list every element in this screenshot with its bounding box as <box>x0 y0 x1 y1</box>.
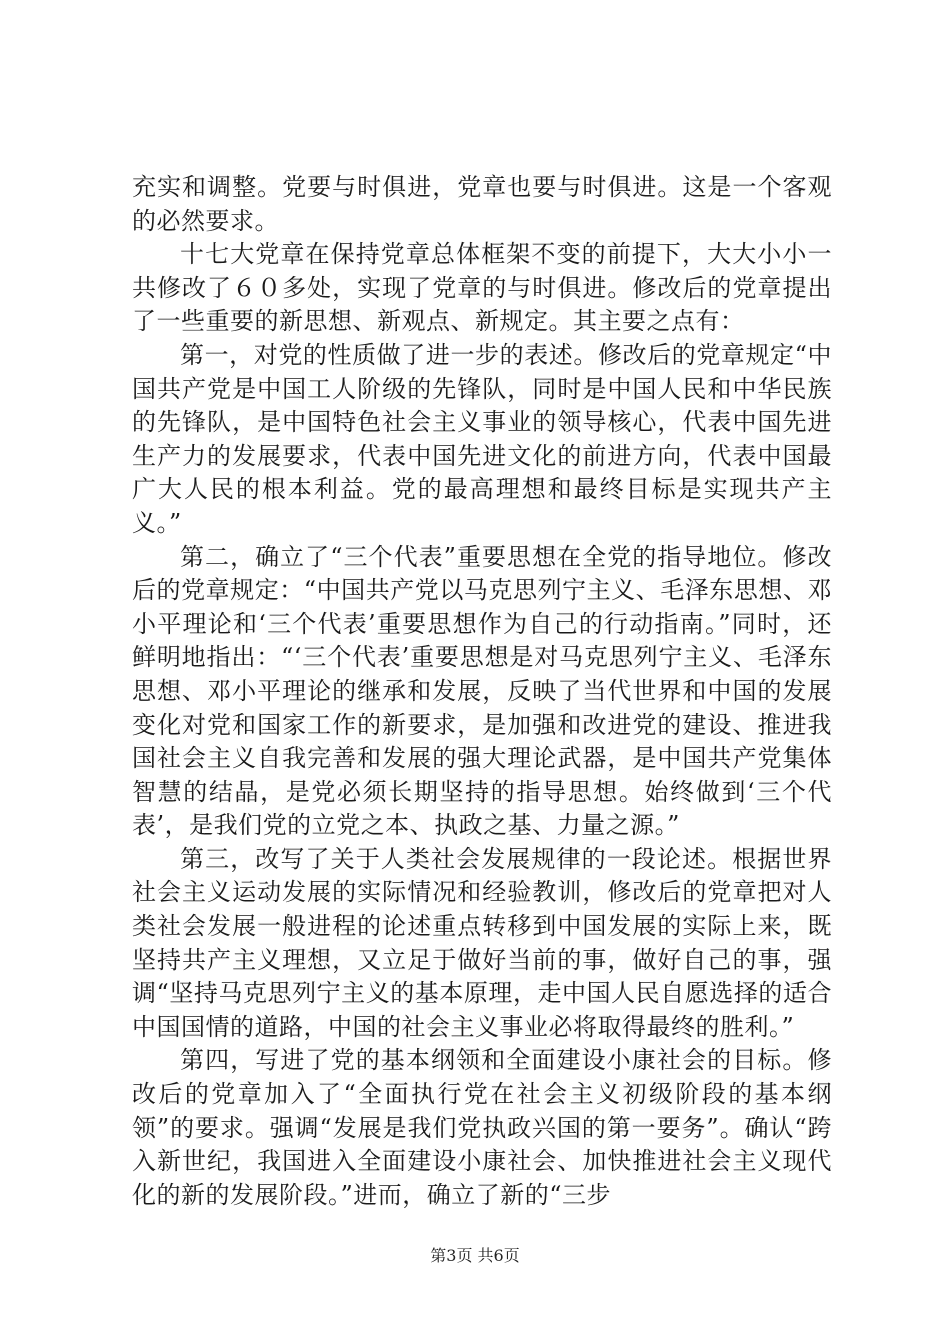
paragraph-point-3: 第三，改写了关于人类社会发展规律的一段论述。根据世界社会主义运动发展的实际情况和经验教训，修改后的党章把对人类社会发展一般进程的论述重点转移到中国发展的实际上来，既坚持共产主义理想，又立足于做好当前的事，做好自己的事，强调“坚持马克思列宁主义的基本原理，走中国人民自愿选择的适合中国国情的道路，中国的社会主义事业必将取得最终的胜利。” <box>132 844 832 1041</box>
paragraph-point-1: 第一，对党的性质做了进一步的表述。修改后的党章规定“中国共产党是中国工人阶级的先锋队，同时是中国人民和中华民族的先锋队，是中国特色社会主义事业的领导核心，代表中国先进生产力的发展要求，代表中国先进文化的前进方向，代表中国最广大人民的根本利益。党的最高理想和最终目标是实现共产主义。” <box>132 340 832 537</box>
paragraph-point-4: 第四，写进了党的基本纲领和全面建设小康社会的目标。修改后的党章加入了“全面执行党在社会主义初级阶段的基本纲领”的要求。强调“发展是我们党执政兴国的第一要务”。确认“跨入新世纪，我国进入全面建设小康社会、加快推进社会主义现代化的新的发展阶段。”进而，确立了新的“三步 <box>132 1046 832 1209</box>
paragraph-point-2: 第二，确立了“三个代表”重要思想在全党的指导地位。修改后的党章规定：“中国共产党以马克思列宁主义、毛泽东思想、邓小平理论和‘三个代表’重要思想作为自己的行动指南。”同时，还鲜明地指出：“‘三个代表’重要思想是对马克思列宁主义、毛泽东思想、邓小平理论的继承和发展，反映了当代世界和中国的发展变化对党和国家工作的新要求，是加强和改进党的建设、推进我国社会主义自我完善和发展的强大理论武器，是中国共产党集体智慧的结晶，是党必须长期坚持的指导思想。始终做到‘三个代表’，是我们党的立党之本、执政之基、力量之源。” <box>132 542 832 840</box>
paragraph-continuation: 充实和调整。党要与时俱进，党章也要与时俱进。这是一个客观的必然要求。 <box>132 173 832 235</box>
body-text <box>132 171 832 1212</box>
page-number-footer: 第3页 共6页 <box>430 1246 520 1265</box>
paragraph-intro: 十七大党章在保持党章总体框架不变的前提下，大大小小一共修改了６０多处，实现了党章的与时俱进。修改后的党章提出了一些重要的新思想、新观点、新规定。其主要之点有： <box>132 240 832 336</box>
